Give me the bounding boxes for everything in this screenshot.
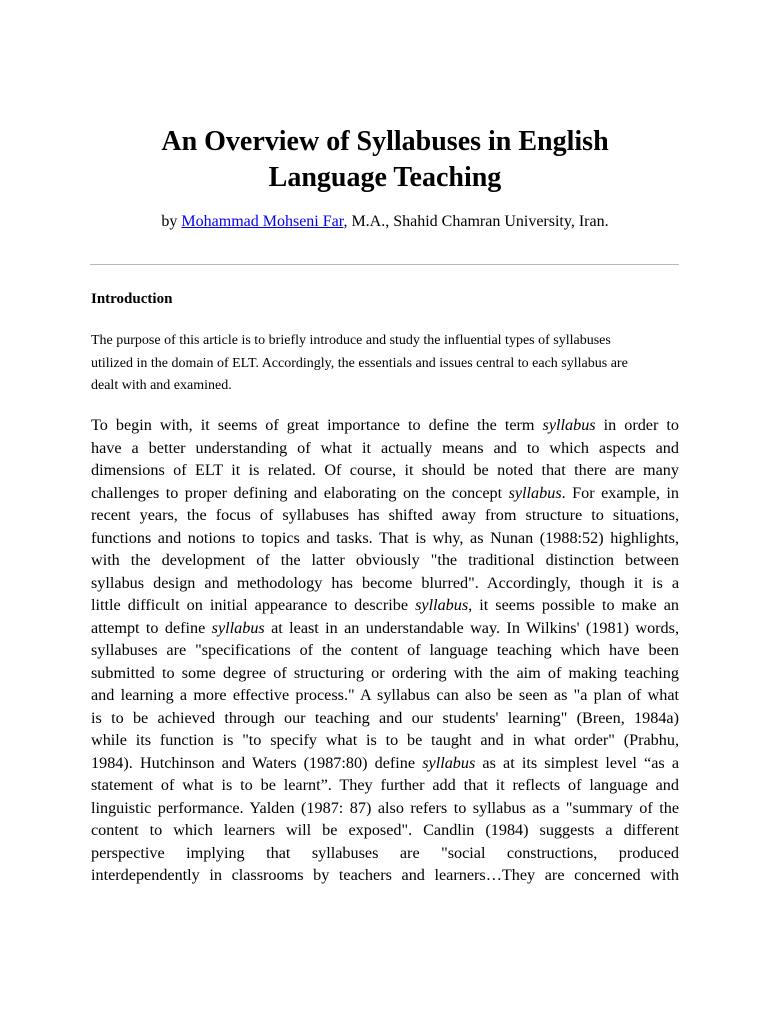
body-line bbox=[91, 639, 679, 662]
body-line bbox=[91, 504, 679, 527]
intro-line: The purpose of this article is to briefly introduce and study the influential types of syllabuses bbox=[91, 333, 611, 348]
body-line bbox=[91, 774, 679, 797]
text-run: recent years, the focus of syllabuses has shifted away from structure to situations, bbox=[91, 506, 679, 524]
text-run: with the development of the latter obviously "the traditional distinction between bbox=[91, 551, 679, 569]
body-line bbox=[91, 414, 679, 437]
byline-prefix: by bbox=[161, 213, 182, 230]
body-line bbox=[91, 437, 679, 460]
text-run: functions and notions to topics and tasks. That is why, as Nunan (1988:52) highlights, bbox=[91, 528, 679, 547]
body-line bbox=[91, 819, 679, 842]
text-run: and learning a more effective process." A syllabus can also be seen as "a plan of what bbox=[91, 686, 679, 704]
italic-term: syllabus bbox=[211, 618, 265, 637]
body-line bbox=[91, 864, 679, 887]
text-run: 1984). Hutchinson and Waters (1987:80) define bbox=[91, 753, 423, 772]
italic-term: syllabus bbox=[542, 416, 596, 434]
text-run: attempt to define bbox=[91, 618, 212, 637]
text-run: while its function is "to specify what is to be taught and in what order" (Prabhu, bbox=[91, 731, 679, 749]
body-line bbox=[91, 527, 679, 550]
italic-term: syllabus bbox=[422, 753, 476, 772]
italic-term: syllabus bbox=[508, 483, 562, 502]
section-heading: Introduction bbox=[91, 291, 173, 307]
body-line bbox=[91, 662, 679, 685]
text-run: interdependently in classrooms by teachers and learners…They are concerned with bbox=[91, 866, 679, 884]
text-run: content to which learners will be exposed". Candlin (1984) suggests a different bbox=[91, 821, 679, 839]
body-line bbox=[91, 482, 679, 505]
body-line bbox=[91, 707, 679, 730]
body-paragraph bbox=[91, 414, 679, 887]
text-run: little difficult on initial appearance to describe bbox=[91, 596, 416, 614]
byline bbox=[90, 212, 680, 232]
article-title bbox=[90, 124, 680, 196]
text-run: . For example, in bbox=[561, 483, 679, 502]
body-line bbox=[91, 752, 679, 775]
byline-affiliation: , M.A., Shahid Chamran University, Iran. bbox=[343, 213, 609, 230]
text-run: To begin with, it seems of great importance to define the term bbox=[91, 416, 543, 434]
body-line bbox=[91, 617, 679, 640]
text-run: challenges to proper defining and elaborating on the concept bbox=[91, 483, 509, 502]
text-run: have a better understanding of what it actually means and to which aspects and bbox=[91, 438, 679, 457]
text-run: is to be achieved through our teaching and our students' learning" (Breen, 1984a) bbox=[91, 708, 679, 727]
text-run: as at its simplest level “as a bbox=[475, 753, 680, 772]
body-line bbox=[91, 594, 679, 617]
title-line-2: Language Teaching bbox=[268, 162, 502, 193]
author-link[interactable]: Mohammad Mohseni Far bbox=[181, 213, 344, 230]
text-run: perspective implying that syllabuses are "social constructions, produced bbox=[91, 843, 679, 862]
body-line bbox=[91, 842, 679, 865]
text-run: syllabuses are "specifications of the content of language teaching which have been bbox=[91, 641, 679, 659]
text-run: at least in an understandable way. In Wilkins' (1981) words, bbox=[264, 618, 679, 637]
title-line-1: An Overview of Syllabuses in English bbox=[161, 126, 609, 157]
body-line bbox=[91, 684, 679, 707]
text-run: linguistic performance. Yalden (1987: 87) also refers to syllabus as a "summary of the bbox=[91, 798, 679, 817]
text-run: submitted to some degree of structuring or ordering with the aim of making teaching bbox=[91, 663, 679, 682]
body-line bbox=[91, 572, 679, 595]
text-run: in order to bbox=[595, 416, 679, 434]
text-run: it seems possible to make an bbox=[472, 596, 680, 614]
text-run: syllabus design and methodology has become blurred". Accordingly, though it is a bbox=[91, 573, 679, 592]
intro-paragraph bbox=[91, 330, 681, 398]
body-line bbox=[91, 797, 679, 820]
body-line bbox=[91, 459, 679, 482]
text-run: statement of what is to be learnt”. They further add that it reflects of language and bbox=[91, 776, 679, 794]
text-run: dimensions of ELT it is related. Of course, it should be noted that there are many bbox=[91, 461, 679, 479]
body-line bbox=[91, 729, 679, 752]
body-line bbox=[91, 549, 679, 572]
horizontal-divider bbox=[90, 264, 679, 265]
intro-line: dealt with and examined. bbox=[91, 378, 232, 393]
intro-line: utilized in the domain of ELT. Accordingly, the essentials and issues central to each syllabus are bbox=[91, 355, 628, 371]
italic-term: syllabus, bbox=[415, 596, 473, 614]
